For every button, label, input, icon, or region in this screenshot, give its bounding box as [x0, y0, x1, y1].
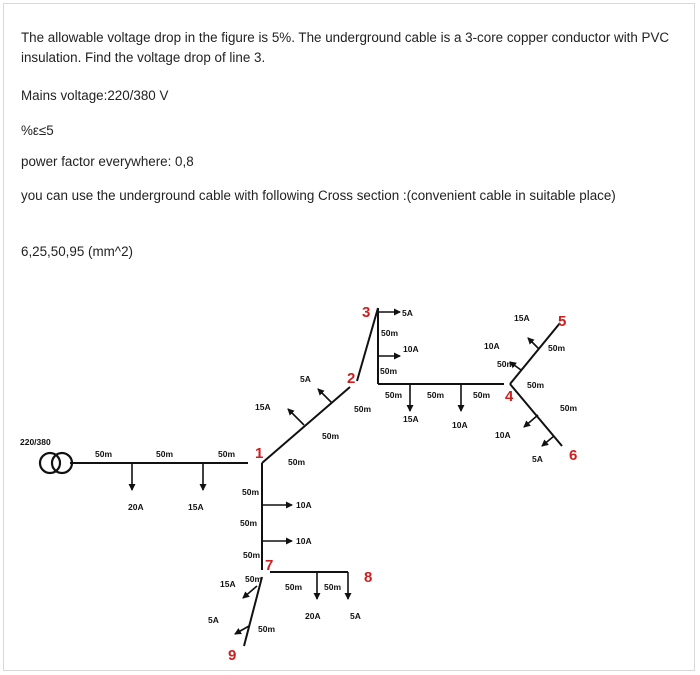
source-voltage-label: 220/380	[20, 437, 51, 447]
length-label: 50m	[218, 449, 236, 459]
length-label: 50m	[380, 366, 398, 376]
length-label: 50m	[527, 380, 545, 390]
question-text: The allowable voltage drop in the figure is 5%. The underground cable is a 3-core copper conductor with PVC insulation. Find the voltage drop of line 3.	[21, 30, 670, 65]
length-label: 50m	[245, 574, 263, 584]
length-label: 50m	[427, 390, 445, 400]
load-label: 20A	[305, 611, 321, 621]
length-label: 50m	[156, 449, 174, 459]
allowed-drop-text: %ε≤5	[21, 123, 54, 138]
node-label-6: 6	[569, 447, 578, 464]
node-label-9: 9	[228, 647, 237, 664]
load-arrows	[132, 312, 554, 634]
load-label: 10A	[403, 344, 419, 354]
branch-1-to-2	[262, 387, 350, 463]
length-label: 50m	[285, 582, 303, 592]
length-label: 50m	[240, 518, 258, 528]
node-label-1: 1	[255, 445, 264, 462]
node-label-4: 4	[505, 388, 514, 405]
length-label: 50m	[242, 487, 260, 497]
load-label: 10A	[452, 420, 468, 430]
node-label-2: 2	[347, 370, 356, 387]
load-label: 10A	[296, 500, 312, 510]
node-label-8: 8	[364, 569, 373, 586]
node-label-5: 5	[558, 313, 567, 330]
cable-note-text: you can use the underground cable with following Cross section :(convenient cable in suitable place)	[21, 188, 616, 203]
load-label: 5A	[402, 308, 413, 318]
branch-7-to-9	[244, 577, 262, 646]
network-lines	[70, 308, 562, 646]
length-label: 50m	[354, 404, 372, 414]
load-label: 20A	[128, 502, 144, 512]
load-label: 15A	[220, 579, 236, 589]
length-label: 50m	[258, 624, 276, 634]
length-label: 50m	[548, 343, 566, 353]
length-label: 50m	[243, 550, 261, 560]
load-arrow-line7-c	[243, 586, 257, 598]
load-label: 15A	[403, 414, 419, 424]
load-label: 5A	[532, 454, 543, 464]
length-label: 50m	[473, 390, 491, 400]
load-label: 10A	[495, 430, 511, 440]
length-label: 50m	[497, 359, 515, 369]
load-arrow-line6	[542, 436, 554, 446]
length-label: 50m	[560, 403, 578, 413]
length-label: 50m	[324, 582, 342, 592]
cross-sections-text: 6,25,50,95 (mm^2)	[21, 244, 133, 259]
length-label: 50m	[95, 449, 113, 459]
node-label-3: 3	[362, 304, 371, 321]
load-label: 5A	[208, 615, 219, 625]
length-label: 50m	[288, 457, 306, 467]
power-factor-text: power factor everywhere: 0,8	[21, 154, 194, 169]
load-label: 15A	[255, 402, 271, 412]
mains-voltage-text: Mains voltage:220/380 V	[21, 88, 169, 103]
length-label: 50m	[381, 328, 399, 338]
load-label: 5A	[350, 611, 361, 621]
load-label: 5A	[300, 374, 311, 384]
load-label: 15A	[188, 502, 204, 512]
load-arrow-line5-c	[524, 415, 538, 427]
length-label: 50m	[322, 431, 340, 441]
node-label-7: 7	[265, 557, 274, 574]
source-transformer-icon	[40, 453, 72, 473]
load-arrow-branch2-top	[318, 389, 332, 403]
length-label: 50m	[385, 390, 403, 400]
load-label: 10A	[484, 341, 500, 351]
load-arrow-line5-a	[528, 338, 539, 349]
load-label: 15A	[514, 313, 530, 323]
branch-4-to-5	[510, 323, 560, 384]
load-arrow-branch2-side	[288, 409, 304, 425]
load-label: 10A	[296, 536, 312, 546]
